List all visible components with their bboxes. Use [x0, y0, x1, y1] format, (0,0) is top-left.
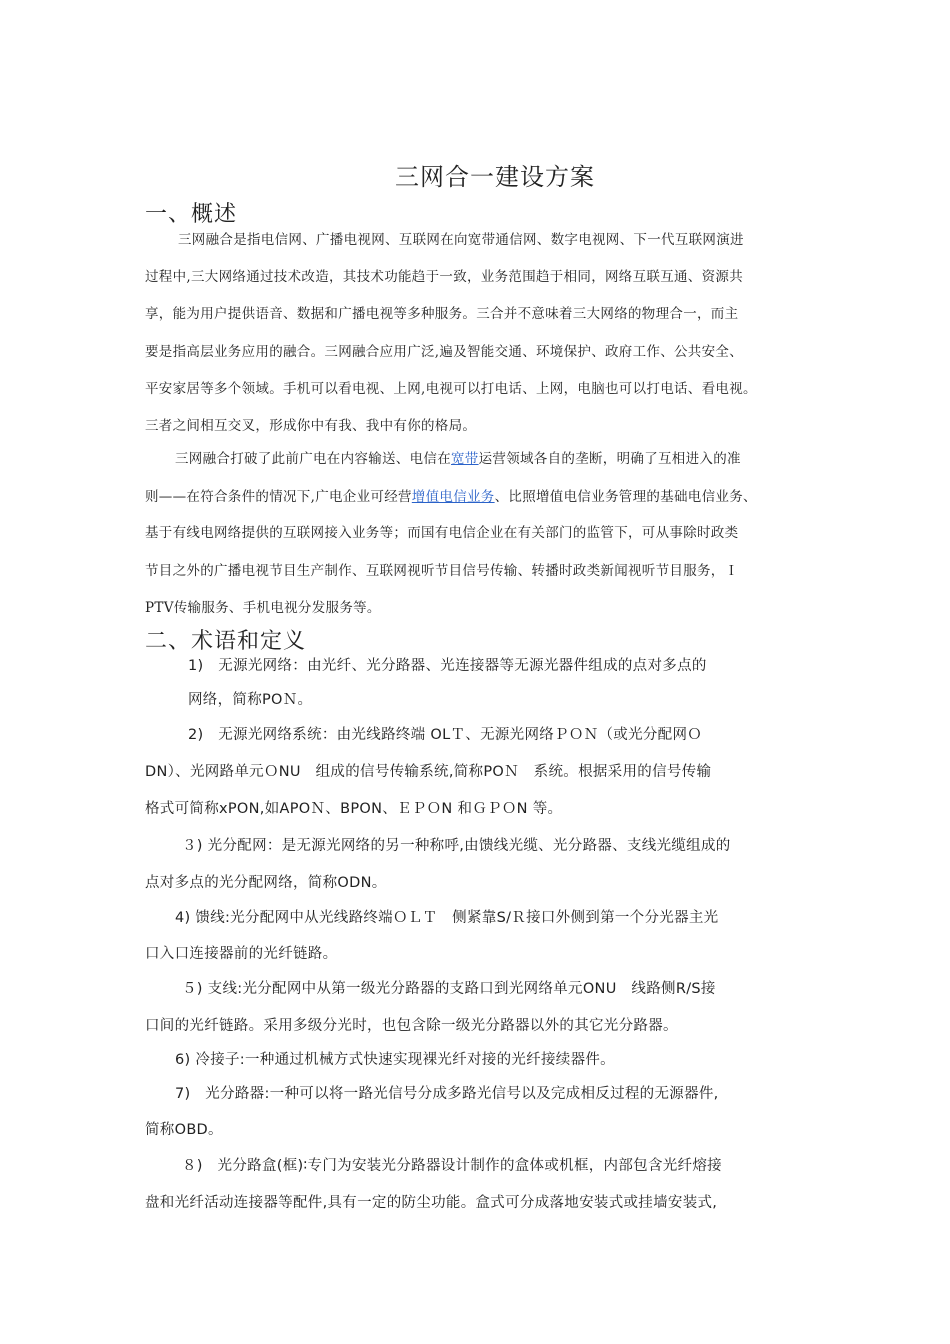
definition-line: DN）、光网路单元ＯNU 组成的信号传输系统,简称POＮ 系统。根据采用的信号传输 [145, 764, 712, 780]
convergence-paragraph-line: PTV传输服务、手机电视分发服务等。 [145, 600, 381, 616]
definition-line: ３) 光分配网：是无源光网络的另一种称呼,由馈线光缆、光分路器、支线光缆组成的 [182, 838, 731, 854]
definition-line: 口入口连接器前的光纤链路。 [145, 946, 338, 962]
overview-paragraph-line: 要是指高层业务应用的融合。三网融合应用广泛,遍及智能交通、环境保护、政府工作、公共安全、 [145, 344, 743, 360]
convergence-paragraph-line [175, 447, 741, 467]
text-run: 运营领域各自的垄断，明确了互相进入的准 [478, 451, 741, 467]
overview-paragraph-line: 三网融合是指电信网、广播电视网、互联网在向宽带通信网、数字电视网、下一代互联网演进 [178, 232, 744, 248]
definition-line: 简称OBD。 [145, 1122, 223, 1138]
definition-line: 点对多点的光分配网络，简称ODN。 [145, 875, 387, 891]
overview-paragraph-line: 平安家居等多个领域。手机可以看电视、上网,电视可以打电话、上网，电脑也可以打电话、看电视。 [145, 381, 757, 397]
definition-line: ５) 支线:光分配网中从第一级光分路器的支路口到光网络单元ONU 线路侧R/S接 [182, 981, 716, 997]
definition-line: 盘和光纤活动连接器等配件,具有一定的防尘功能。盒式可分成落地安装式或挂墙安装式, [145, 1195, 718, 1211]
definition-line: 1) 无源光网络：由光纤、光分路器、光连接器等无源光器件组成的点对多点的 [188, 658, 707, 674]
overview-paragraph-line: 过程中,三大网络通过技术改造，其技术功能趋于一致，业务范围趋于相同，网络互联互通、资源共 [145, 269, 743, 285]
link-value-added-telecom[interactable]: 增值电信业务 [411, 489, 495, 505]
overview-paragraph-line: 享，能为用户提供语音、数据和广播电视等多种服务。三合并不意味着三大网络的物理合一，而主 [145, 306, 739, 322]
text-run: 则——在符合条件的情况下,广电企业可经营 [145, 489, 412, 505]
definition-line: 口间的光纤链路。采用多级分光时，也包含除一级光分路器以外的其它光分路器。 [145, 1018, 678, 1034]
section-heading-terms: 二、术语和定义 [145, 629, 307, 654]
link-broadband[interactable]: 宽带 [451, 451, 479, 467]
document-title: 三网合一建设方案 [395, 163, 595, 191]
definition-line: 格式可简称xPON,如APOＮ、BPON、ＥＰＯN 和ＧＰＯN 等。 [145, 801, 563, 817]
overview-paragraph-line: 三者之间相互交叉，形成你中有我、我中有你的格局。 [145, 418, 477, 434]
text-run: 、比照增值电信业务管理的基础电信业务、 [494, 489, 757, 505]
definition-line: 7) 光分路器:一种可以将一路光信号分成多路光信号以及完成相反过程的无源器件, [175, 1086, 719, 1102]
section-heading-overview: 一、概述 [145, 202, 238, 227]
definition-line: ８) 光分路盒(框)∶专门为安装光分路器设计制作的盒体或机框，内部包含光纤熔接 [182, 1158, 722, 1174]
definition-line: 6) 冷接子:一种通过机械方式快速实现裸光纤对接的光纤接续器件。 [175, 1052, 615, 1068]
definition-line: 2) 无源光网络系统：由光线路终端 OLＴ、无源光网络ＰＯＮ（或光分配网Ｏ [188, 727, 703, 743]
convergence-paragraph-line: 节目之外的广播电视节目生产制作、互联网视听节目信号传输、转播时政类新闻视听节目服务，Ｉ [145, 563, 739, 579]
definition-line: 网络，简称POＮ。 [188, 692, 313, 708]
definition-line: 4) 馈线:光分配网中从光线路终端ＯＬＴ 侧紧靠S/Ｒ接口外侧到第一个分光器主光 [175, 910, 719, 926]
text-run: 三网融合打破了此前广电在内容输送、电信在 [175, 451, 451, 467]
convergence-paragraph-line: 基于有线电网络提供的互联网接入业务等；而国有电信企业在有关部门的监管下，可从事除时政类 [145, 525, 739, 541]
convergence-paragraph-line [145, 485, 757, 505]
